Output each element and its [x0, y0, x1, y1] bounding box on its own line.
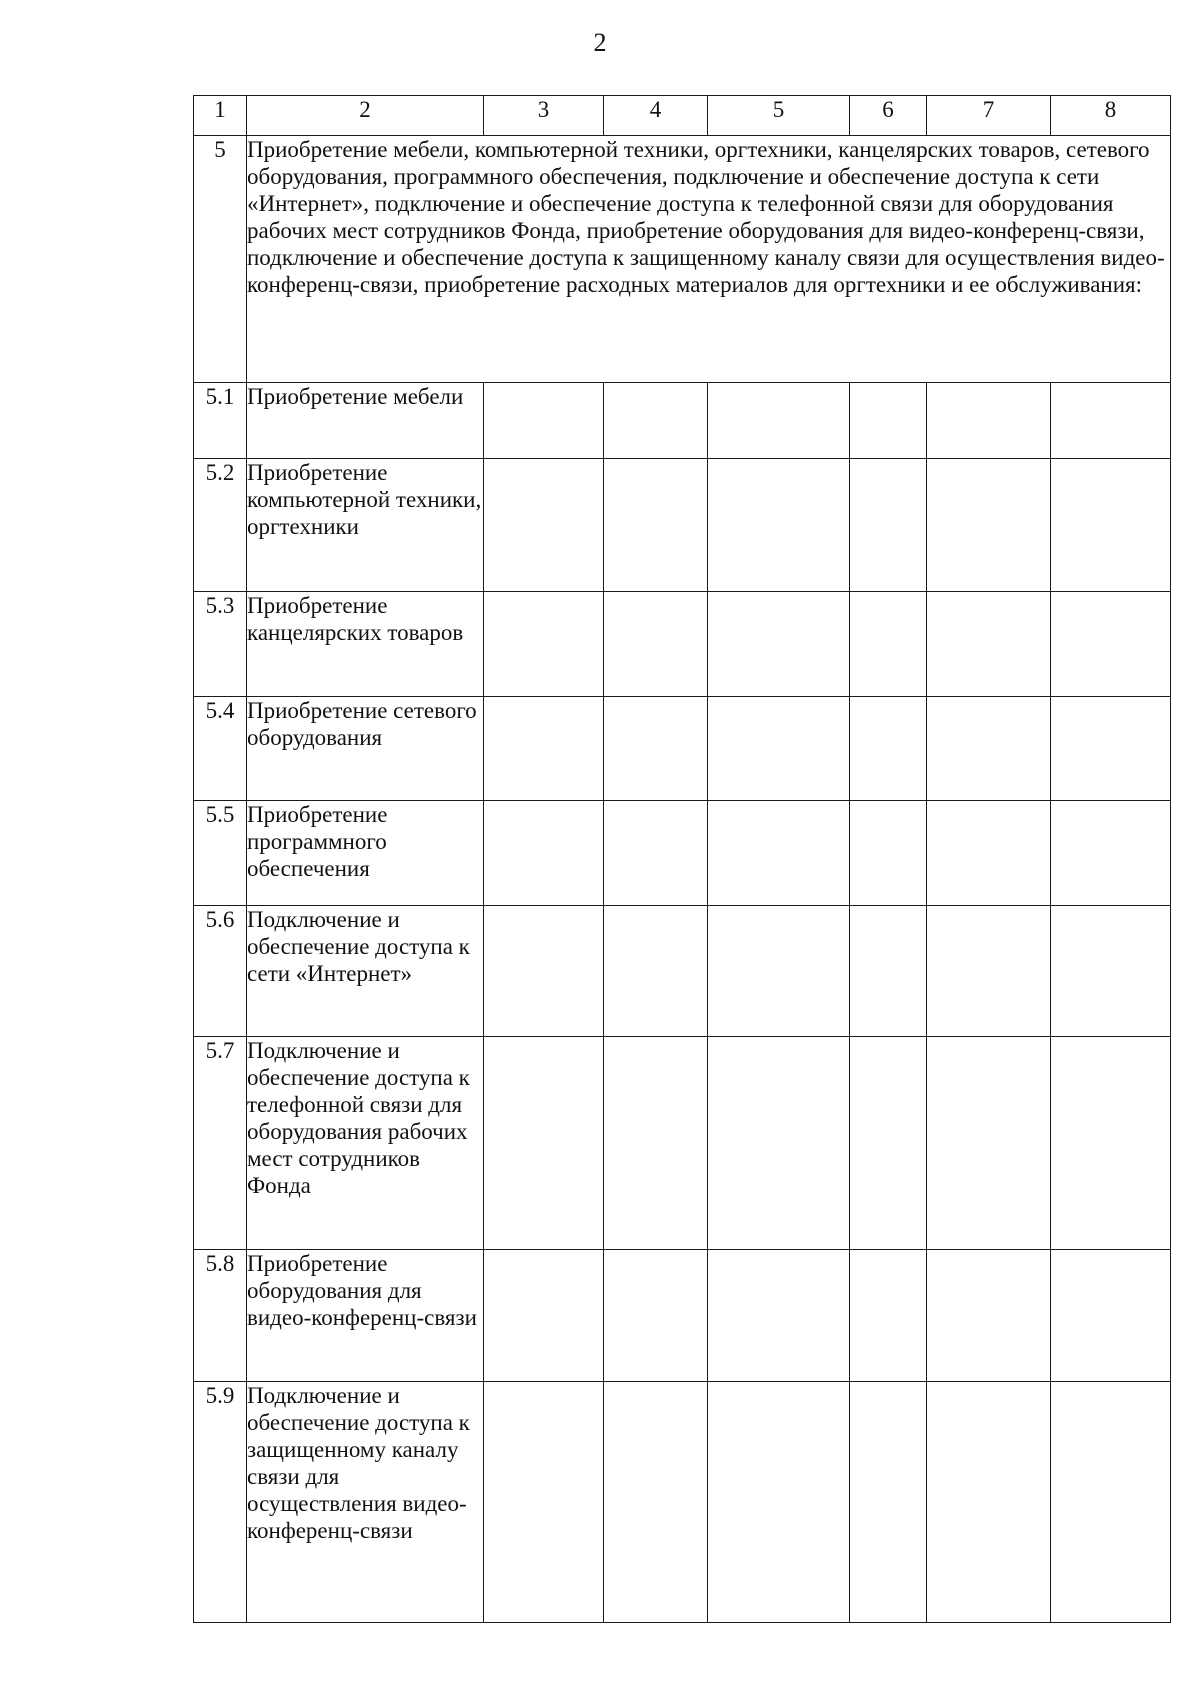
empty-cell [1051, 1382, 1171, 1623]
empty-cell [708, 1037, 850, 1250]
row-number: 5.7 [194, 1037, 247, 1250]
empty-cell [1051, 1250, 1171, 1382]
table-row [194, 459, 1171, 592]
column-header: 7 [927, 96, 1051, 136]
column-header: 5 [708, 96, 850, 136]
empty-cell [927, 592, 1051, 697]
empty-cell [850, 459, 927, 592]
empty-cell [604, 906, 708, 1037]
row-number: 5.6 [194, 906, 247, 1037]
empty-cell [927, 906, 1051, 1037]
row-name: Подключение и обеспечение доступа к защищенному каналу связи для осуществления видео-конференц-связи [247, 1382, 484, 1623]
column-header: 2 [247, 96, 484, 136]
empty-cell [604, 1037, 708, 1250]
empty-cell [850, 592, 927, 697]
empty-cell [927, 1382, 1051, 1623]
empty-cell [604, 1250, 708, 1382]
row-name: Приобретение канцелярских товаров [247, 592, 484, 697]
empty-cell [708, 906, 850, 1037]
empty-cell [484, 801, 604, 906]
table-row [194, 1250, 1171, 1382]
table-row [194, 801, 1171, 906]
empty-cell [708, 383, 850, 459]
row-number: 5.5 [194, 801, 247, 906]
page-number: 2 [593, 28, 607, 57]
empty-cell [708, 801, 850, 906]
row-name: Приобретение мебели [247, 383, 484, 459]
empty-cell [850, 1037, 927, 1250]
row-name: Приобретение компьютерной техники, оргтехники [247, 459, 484, 592]
row-name: Подключение и обеспечение доступа к сети «Интернет» [247, 906, 484, 1037]
empty-cell [484, 1250, 604, 1382]
empty-cell [927, 1037, 1051, 1250]
empty-cell [1051, 383, 1171, 459]
empty-cell [927, 1250, 1051, 1382]
empty-cell [708, 459, 850, 592]
row-number: 5 [194, 136, 247, 383]
row-name: Приобретение сетевого оборудования [247, 697, 484, 801]
empty-cell [850, 801, 927, 906]
empty-cell [927, 801, 1051, 906]
table-row [194, 697, 1171, 801]
section-description: Приобретение мебели, компьютерной техники, оргтехники, канцелярских товаров, сетевого оборудования, программного обеспечения, подключение и обеспечение доступа к сети «Интернет», подключение и обеспечение доступа к телефонной связи для оборудования рабочих мест сотрудников Фонда, приобретение оборудования для видео-конференц-связи, подключение и обеспечение доступа к защищенному каналу связи для осуществления видео-конференц-связи, приобретение расходных материалов для оргтехники и ее обслуживания: [247, 136, 1171, 383]
row-number: 5.4 [194, 697, 247, 801]
column-header: 4 [604, 96, 708, 136]
table-row [194, 383, 1171, 459]
budget-table [193, 95, 1171, 1623]
empty-cell [604, 459, 708, 592]
row-name: Приобретение программного обеспечения [247, 801, 484, 906]
row-number: 5.3 [194, 592, 247, 697]
empty-cell [484, 1382, 604, 1623]
empty-cell [708, 1250, 850, 1382]
empty-cell [484, 459, 604, 592]
row-number: 5.1 [194, 383, 247, 459]
row-name: Подключение и обеспечение доступа к телефонной связи для оборудования рабочих мест сотрудников Фонда [247, 1037, 484, 1250]
empty-cell [604, 801, 708, 906]
column-header: 8 [1051, 96, 1171, 136]
column-header: 6 [850, 96, 927, 136]
empty-cell [484, 383, 604, 459]
table-row [194, 1382, 1171, 1623]
empty-cell [604, 592, 708, 697]
empty-cell [850, 697, 927, 801]
empty-cell [604, 1382, 708, 1623]
empty-cell [604, 697, 708, 801]
empty-cell [484, 906, 604, 1037]
empty-cell [927, 383, 1051, 459]
empty-cell [484, 1037, 604, 1250]
table-row [194, 592, 1171, 697]
empty-cell [484, 697, 604, 801]
row-number: 5.2 [194, 459, 247, 592]
empty-cell [1051, 801, 1171, 906]
table-header-row [194, 96, 1171, 136]
empty-cell [708, 697, 850, 801]
empty-cell [850, 1250, 927, 1382]
empty-cell [484, 592, 604, 697]
empty-cell [850, 1382, 927, 1623]
empty-cell [604, 383, 708, 459]
empty-cell [927, 459, 1051, 592]
empty-cell [1051, 592, 1171, 697]
row-number: 5.8 [194, 1250, 247, 1382]
empty-cell [850, 383, 927, 459]
empty-cell [1051, 906, 1171, 1037]
empty-cell [708, 592, 850, 697]
table-row [194, 1037, 1171, 1250]
column-header: 3 [484, 96, 604, 136]
empty-cell [1051, 697, 1171, 801]
empty-cell [850, 906, 927, 1037]
section-row [194, 136, 1171, 383]
row-name: Приобретение оборудования для видео-конференц-связи [247, 1250, 484, 1382]
table-row [194, 906, 1171, 1037]
column-header: 1 [194, 96, 247, 136]
empty-cell [927, 697, 1051, 801]
empty-cell [708, 1382, 850, 1623]
empty-cell [1051, 459, 1171, 592]
empty-cell [1051, 1037, 1171, 1250]
row-number: 5.9 [194, 1382, 247, 1623]
